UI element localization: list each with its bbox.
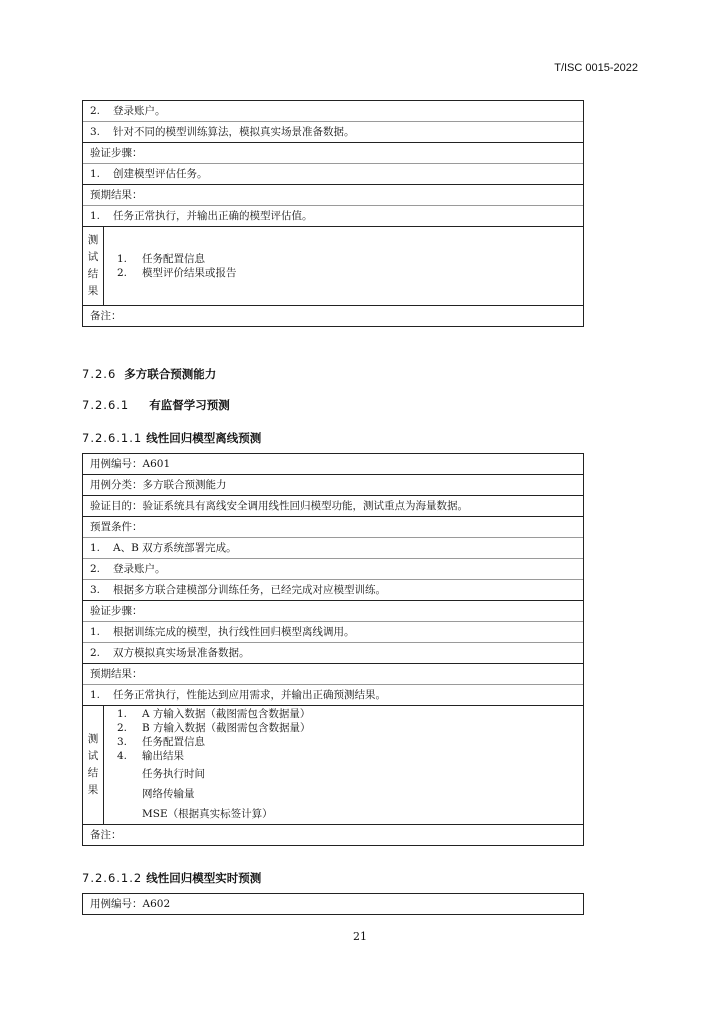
test-result-label: 测 试 结 果 <box>83 706 104 824</box>
prereq-item: 3. 根据多方联合建模部分训练任务，已经完成对应模型训练。 <box>90 584 386 596</box>
prereq-item: 2. 登录账户。 <box>83 559 583 580</box>
test-case-table-continued <box>82 100 584 327</box>
heading-7-2-6-1: 7.2.6.1 有监督学习预测 <box>82 398 230 412</box>
prereq-item: 1. A、B 双方系统部署完成。 <box>83 538 583 559</box>
step-item: 1. 根据训练完成的模型，执行线性回归模型离线调用。 <box>83 622 583 643</box>
step-item: 2. 双方模拟真实场景准备数据。 <box>90 647 250 659</box>
case-id: 用例编号：A601 <box>90 458 171 470</box>
result-item: 2. 模型评价结果或报告 <box>117 267 237 279</box>
case-id: 用例编号：A602 <box>90 898 171 910</box>
expected-section <box>83 664 583 706</box>
prereq-section <box>83 101 583 143</box>
steps-section <box>83 601 583 664</box>
test-result-label: 测 试 结 果 <box>83 227 104 305</box>
notes-section <box>83 306 583 326</box>
expected-label: 预期结果： <box>83 185 583 206</box>
prereq-label: 预置条件： <box>83 517 583 538</box>
expected-item: 1. 任务正常执行，并输出正确的模型评估值。 <box>90 210 313 222</box>
notes-section <box>83 825 583 845</box>
case-category-section <box>83 475 583 496</box>
heading-7-2-6-1-2: 7.2.6.1.2 线性回归模型实时预测 <box>82 871 262 885</box>
test-case-table-a602 <box>82 893 584 915</box>
step-item: 1. 创建模型评估任务。 <box>90 168 208 180</box>
prereq-item: 3. 针对不同的模型训练算法，模拟真实场景准备数据。 <box>90 126 355 138</box>
notes-label: 备注： <box>90 310 122 322</box>
case-id-section <box>83 454 583 475</box>
result-item: 2. B 方输入数据（截图需包含数据量） <box>117 722 311 734</box>
prereq-item: 2. 登录账户。 <box>83 101 583 122</box>
result-subitem: 任务执行时间 <box>142 768 205 780</box>
case-id-section <box>83 894 583 914</box>
test-result-section <box>83 227 583 306</box>
result-subitem: 网络传输量 <box>142 788 195 800</box>
case-category: 用例分类：多方联合预测能力 <box>90 479 227 491</box>
expected-section <box>83 185 583 227</box>
result-item: 3. 任务配置信息 <box>117 736 205 748</box>
test-result-section <box>83 706 583 825</box>
heading-7-2-6: 7.2.6 多方联合预测能力 <box>82 367 217 381</box>
document-code: T/ISC 0015-2022 <box>554 62 638 74</box>
case-purpose: 验证目的：验证系统具有离线安全调用线性回归模型功能，测试重点为海量数据。 <box>90 500 468 512</box>
test-case-table-a601 <box>82 453 584 846</box>
page-number: 21 <box>353 930 367 943</box>
heading-7-2-6-1-1: 7.2.6.1.1 线性回归模型离线预测 <box>82 431 262 445</box>
result-item: 4. 输出结果 <box>117 750 184 762</box>
notes-label: 备注： <box>90 829 122 841</box>
result-item: 1. 任务配置信息 <box>117 253 205 265</box>
test-result-list <box>104 706 583 824</box>
steps-label: 验证步骤： <box>83 143 583 164</box>
case-purpose-section <box>83 496 583 517</box>
expected-item: 1. 任务正常执行，性能达到应用需求，并输出正确预测结果。 <box>90 689 386 701</box>
steps-section <box>83 143 583 185</box>
result-item: 1. A 方输入数据（截图需包含数据量） <box>117 708 311 720</box>
result-subitem: MSE（根据真实标签计算） <box>142 808 273 820</box>
steps-label: 验证步骤： <box>83 601 583 622</box>
test-result-list <box>104 227 583 305</box>
expected-label: 预期结果： <box>83 664 583 685</box>
prereq-section <box>83 517 583 601</box>
